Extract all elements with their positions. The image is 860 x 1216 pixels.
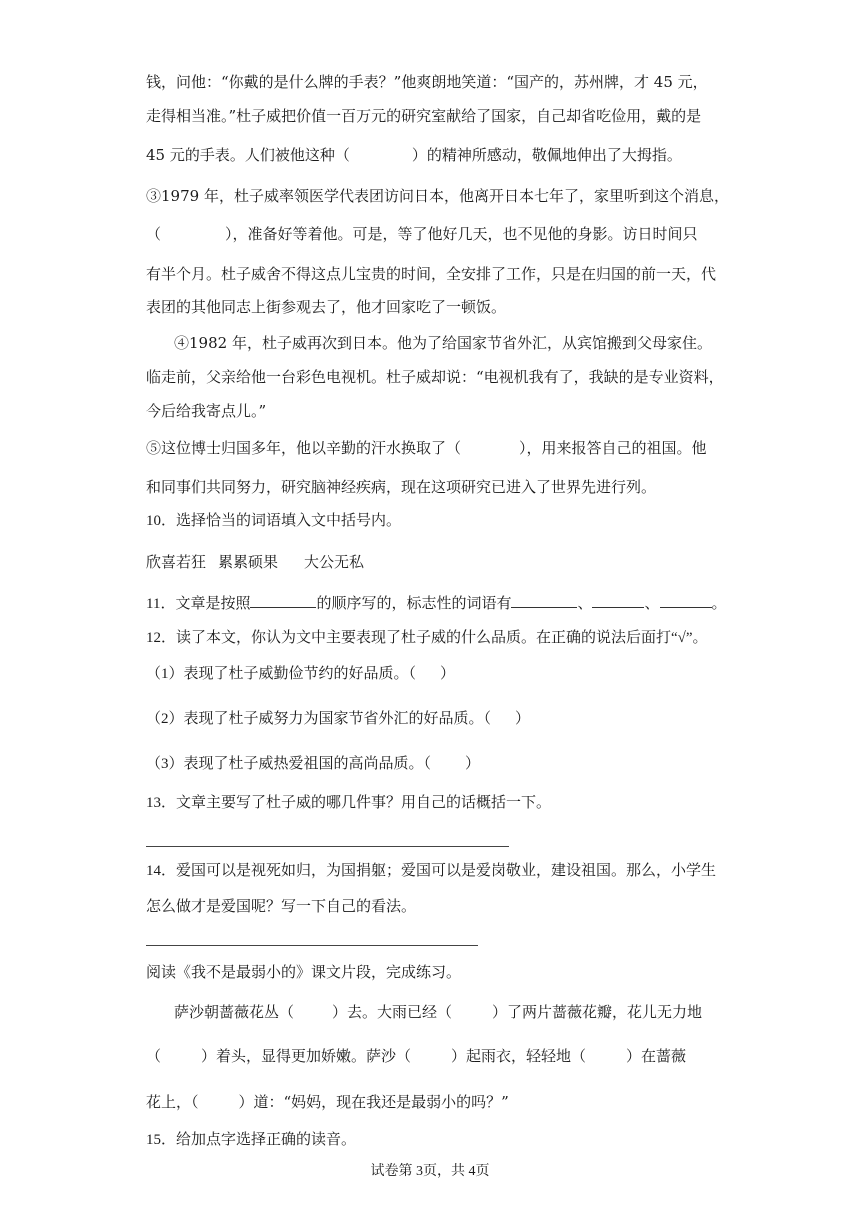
word-option: 大公无私: [304, 555, 365, 571]
passage1-line-5: [146, 224, 716, 244]
q14-answer-line[interactable]: [146, 945, 478, 946]
passage2-text: 花上，（: [146, 1093, 199, 1111]
blank-field[interactable]: [511, 592, 577, 608]
passage1-text: 45 元的手表。人们被他这种（: [146, 146, 350, 164]
passage1-line-10: 今后给我寄点儿。”: [146, 402, 267, 420]
passage1-line-6: 有半个月。杜子威舍不得这点儿宝贵的时间，全安排了工作，只是在归国的前一天，代: [146, 265, 717, 283]
word-option: 累累硕果: [218, 555, 279, 571]
option-text: （3）表现了杜子威热爱祖国的高尚品质。（: [146, 756, 432, 772]
q15-prompt: 15．给加点字选择正确的读音。: [146, 1132, 357, 1148]
q11-text: 、: [577, 596, 593, 612]
passage1-line-12: 和同事们共同努力，研究脑神经疾病，现在这项研究已进入了世界先进行列。: [146, 478, 657, 496]
passage1-line-8: ④1982 年，杜子威再次到日本。他为了给国家节省外汇，从宾馆搬到父母家住。: [174, 334, 712, 352]
passage1-line-7: 表团的其他同志上街参观去了，他才回家吃了一顿饭。: [146, 298, 507, 316]
passage1-line-3: [146, 145, 716, 165]
passage2-text: ）了两片蔷薇花瓣，花儿无力地: [492, 1003, 703, 1021]
passage2-text: ）着头，显得更加娇嫩。萨沙（: [201, 1047, 412, 1065]
passage1-text: ⑤这位博士归国多年，他以辛勤的汗水换取了（: [146, 439, 462, 457]
blank-field[interactable]: [250, 592, 316, 608]
passage1-line-1: 钱，问他：“你戴的是什么牌的手表？”他爽朗地笑道：“国产的，苏州牌，才 45 元，: [146, 73, 708, 91]
blank-field[interactable]: [660, 592, 712, 608]
q11-text: 、: [644, 596, 660, 612]
q10-prompt: 10．选择恰当的词语填入文中括号内。: [146, 513, 402, 529]
passage2-text: （: [146, 1047, 162, 1065]
passage1-line-2: 走得相当准。”杜子威把价值一百万元的研究室献给了国家，自己却省吃俭用，戴的是: [146, 107, 702, 125]
passage2-text: ）起雨衣，轻轻地（: [451, 1047, 587, 1065]
q12-option-2: [146, 709, 716, 729]
passage1-text: （: [146, 225, 162, 243]
q12-prompt: 12．读了本文，你认为文中主要表现了杜子威的什么品质。在正确的说法后面打“√”。: [146, 630, 708, 646]
passage2-line-3: [146, 1092, 716, 1112]
q11-line: [146, 592, 727, 614]
q13-answer-line[interactable]: [146, 846, 509, 847]
passage1-line-11: [146, 438, 716, 458]
word-option: 欣喜若狂: [146, 555, 207, 571]
passage2-intro: 阅读《我不是最弱小的》课文片段，完成练习。: [146, 963, 462, 981]
passage1-text: ）的精神所感动，敬佩地伸出了大拇指。: [411, 146, 682, 164]
q11-text: 。: [711, 596, 727, 612]
passage1-text: ），准备好等着他。可是，等了他好几天，也不见他的身影。访日时间只: [225, 225, 698, 243]
passage1-text: ），用来报答自己的祖国。他: [519, 439, 707, 457]
q11-text: 11．文章是按照: [146, 596, 251, 612]
passage2-text: ）去。大雨已经（: [332, 1003, 453, 1021]
option-text: （2）表现了杜子威努力为国家节省外汇的好品质。（: [146, 711, 492, 727]
q14-line-2: 怎么做才是爱国呢？写一下自己的看法。: [146, 899, 417, 915]
option-text: ）: [440, 666, 456, 682]
q11-text: 的顺序写的，标志性的词语有: [316, 596, 512, 612]
blank-field[interactable]: [592, 592, 644, 608]
option-text: ）: [465, 756, 481, 772]
option-text: （1）表现了杜子威勤俭节约的好品质。（: [146, 666, 417, 682]
passage2-text: ）在蔷薇: [626, 1047, 687, 1065]
page-footer: 试卷第 3页，共 4页: [370, 1164, 490, 1179]
passage2-line-2: [146, 1046, 716, 1066]
q14-line-1: 14．爱国可以是视死如归，为国捐躯；爱国可以是爱岗敬业，建设祖国。那么，小学生: [146, 863, 717, 879]
q12-option-3: [146, 754, 716, 774]
q12-option-1: [146, 664, 716, 684]
q13-prompt: 13．文章主要写了杜子威的哪几件事？用自己的话概括一下。: [146, 795, 552, 811]
option-text: ）: [515, 711, 531, 727]
passage2-text: ）道：“妈妈，现在我还是最弱小的吗？”: [238, 1093, 509, 1111]
passage2-text: 萨沙朝蔷薇花丛（: [174, 1003, 295, 1021]
passage2-line-1: [174, 1002, 744, 1022]
q10-word-bank: [146, 553, 716, 573]
passage1-line-9: 临走前，父亲给他一台彩色电视机。杜子威却说：“电视机我有了，我缺的是专业资料，: [146, 368, 724, 386]
passage1-line-4: ③1979 年，杜子威率领医学代表团访问日本，他离开日本七年了，家里听到这个消息，: [146, 187, 729, 205]
